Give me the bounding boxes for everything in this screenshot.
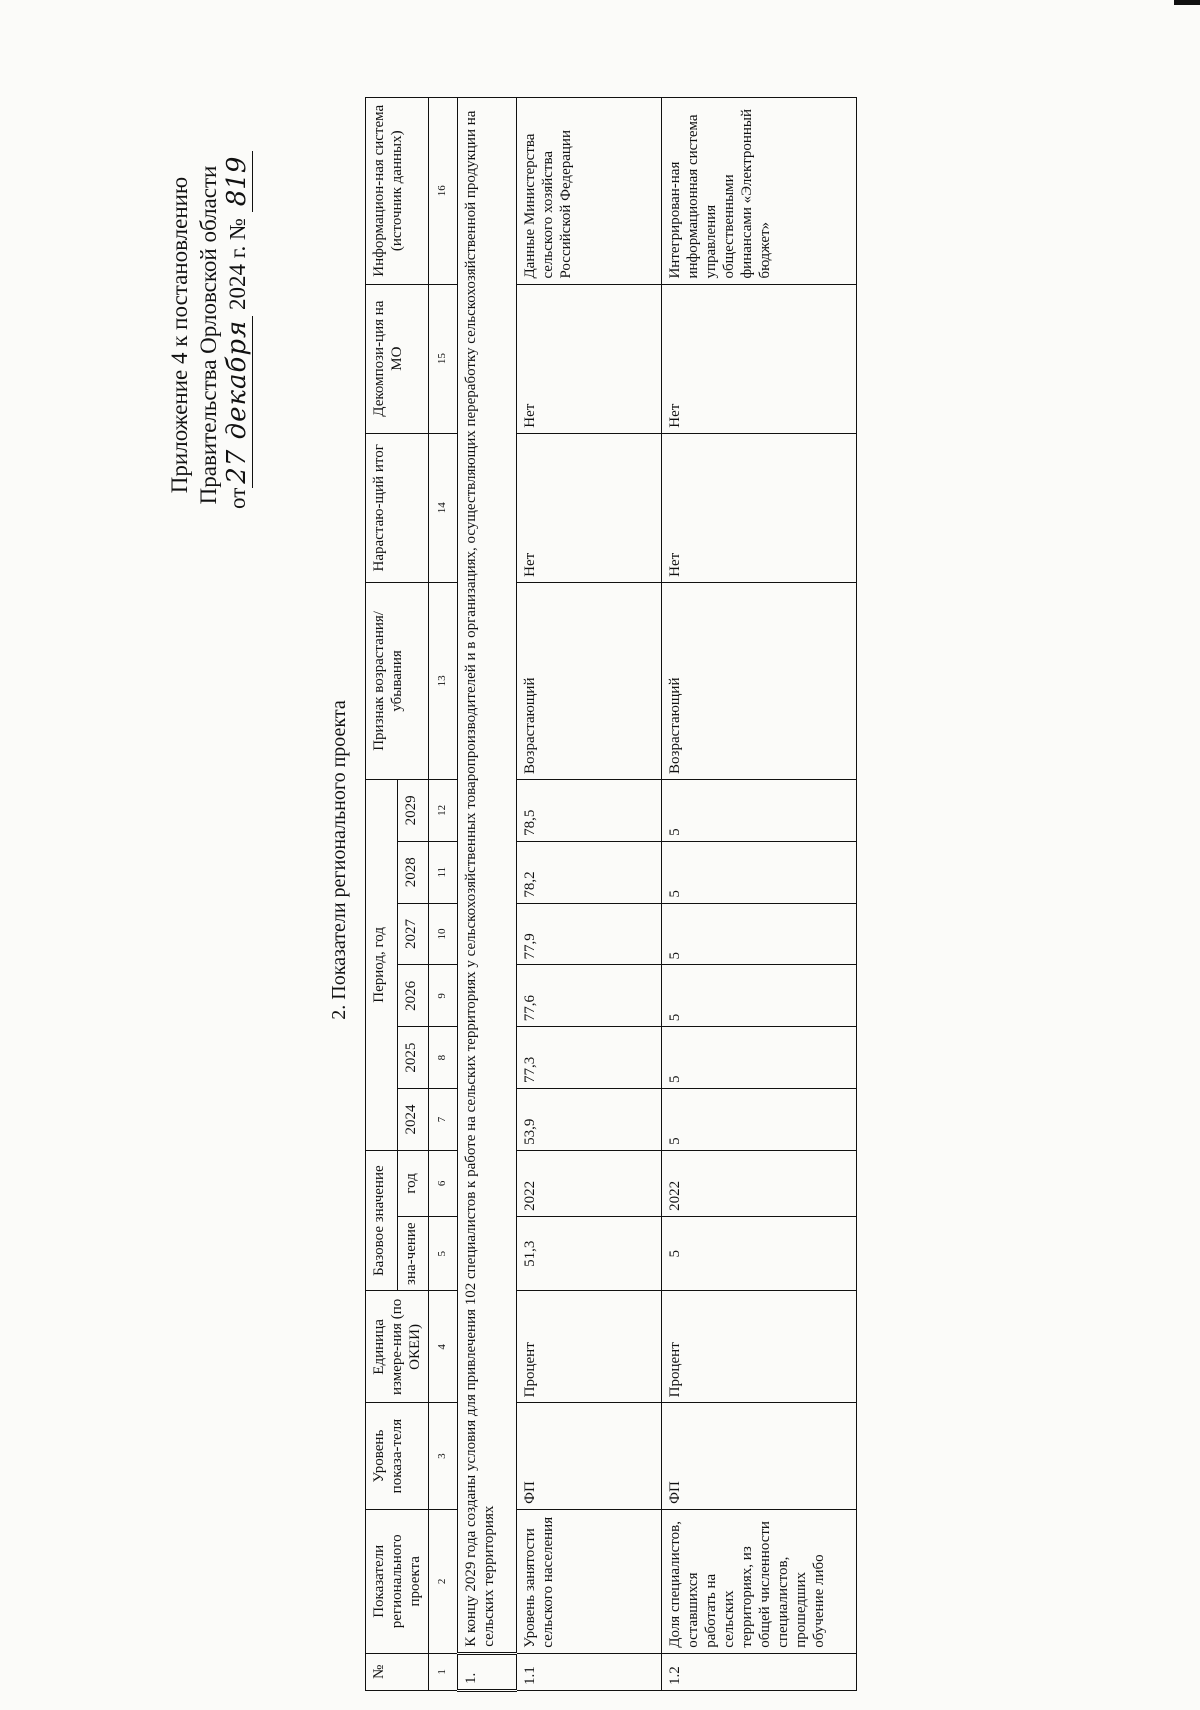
row-decomposition: Нет xyxy=(662,284,857,433)
handwritten-date: 27 декабря xyxy=(222,316,253,488)
header-no: № xyxy=(366,1653,429,1690)
header-info-system: Информацион-ная система (источник данных) xyxy=(366,98,429,285)
header-sign: Признак возрастания/ убывания xyxy=(366,582,429,779)
row-number: 1.1 xyxy=(517,1653,662,1690)
header-year: 2027 xyxy=(397,903,429,965)
column-number: 12 xyxy=(429,779,458,841)
column-number: 6 xyxy=(429,1150,458,1216)
column-number: 1 xyxy=(429,1653,458,1690)
column-number: 2 xyxy=(429,1509,458,1653)
header-year: 2028 xyxy=(397,841,429,903)
row-cumulative: Нет xyxy=(517,433,662,582)
header-year: 2029 xyxy=(397,779,429,841)
header-level: Уровень показа-теля xyxy=(366,1403,429,1510)
column-number: 15 xyxy=(429,284,458,433)
row-cumulative: Нет xyxy=(662,433,857,582)
table-row xyxy=(517,98,662,1691)
goal-row xyxy=(458,98,517,1691)
column-number: 11 xyxy=(429,841,458,903)
row-number: 1.2 xyxy=(662,1653,857,1690)
row-info-system: Данные Министерства сельского хозяйства Российской Федерации xyxy=(517,98,662,285)
row-year-value: 77,6 xyxy=(517,965,662,1027)
goal-text: К концу 2029 года созданы условия для привлечения 102 специалистов к работе на сельских территориях у сельскохозяйственных товаропроизводителей и в организациях, осуществляющих переработку сельскохозяйственной продукции на сельских территориях xyxy=(458,98,517,1654)
header-year: 2024 xyxy=(397,1089,429,1151)
column-number: 9 xyxy=(429,965,458,1027)
row-sign: Возрастающий xyxy=(662,582,857,779)
row-base-year: 2022 xyxy=(517,1150,662,1216)
row-sign: Возрастающий xyxy=(517,582,662,779)
row-base-value: 5 xyxy=(662,1216,857,1291)
row-year-value: 5 xyxy=(662,903,857,965)
column-number: 8 xyxy=(429,1027,458,1089)
row-year-value: 78,2 xyxy=(517,841,662,903)
header-row-1 xyxy=(366,98,398,1691)
row-unit: Процент xyxy=(517,1291,662,1403)
header-year: 2025 xyxy=(397,1027,429,1089)
header-indicator: Показатели регионального проекта xyxy=(366,1509,429,1653)
indicators-table xyxy=(365,97,857,1692)
column-numbers-row xyxy=(429,98,458,1691)
row-base-year: 2022 xyxy=(662,1150,857,1216)
table-row xyxy=(662,98,857,1691)
row-year-value: 53,9 xyxy=(517,1089,662,1151)
row-indicator: Доля специалистов, оставшихся работать на сельских территориях, из общей численности специалистов, прошедших обучение либо xyxy=(662,1509,857,1653)
appendix-year: 2024 г. № xyxy=(225,217,250,311)
handwritten-number: 819 xyxy=(222,151,253,213)
row-indicator: Уровень занятости сельского населения xyxy=(517,1509,662,1653)
header-base-value: зна-чение xyxy=(397,1216,429,1291)
header-year: 2026 xyxy=(397,965,429,1027)
header-decomposition: Декомпози-ция на МО xyxy=(366,284,429,433)
appendix-header xyxy=(165,155,252,515)
header-period: Период, год xyxy=(366,779,398,1150)
column-number: 5 xyxy=(429,1216,458,1291)
row-base-value: 51,3 xyxy=(517,1216,662,1291)
column-number: 16 xyxy=(429,98,458,285)
column-number: 7 xyxy=(429,1089,458,1151)
header-base-year: год xyxy=(397,1150,429,1216)
header-cumulative: Нарастаю-щий итог xyxy=(366,433,429,582)
column-number: 3 xyxy=(429,1403,458,1510)
header-unit: Единица измере-ния (по ОКЕИ) xyxy=(366,1291,429,1403)
row-year-value: 77,3 xyxy=(517,1027,662,1089)
section-title: 2. Показатели регионального проекта xyxy=(328,700,350,1020)
row-year-value: 78,5 xyxy=(517,779,662,841)
appendix-line-3 xyxy=(223,155,252,515)
row-year-value: 5 xyxy=(662,841,857,903)
column-number: 10 xyxy=(429,903,458,965)
row-unit: Процент xyxy=(662,1291,857,1403)
row-level: ФП xyxy=(517,1403,662,1510)
row-year-value: 5 xyxy=(662,1089,857,1151)
appendix-date-prefix: от xyxy=(225,487,250,509)
column-number: 14 xyxy=(429,433,458,582)
row-level: ФП xyxy=(662,1403,857,1510)
goal-number: 1. xyxy=(458,1653,517,1690)
appendix-line-2: Правительства Орловской области xyxy=(196,165,221,505)
row-year-value: 5 xyxy=(662,779,857,841)
row-decomposition: Нет xyxy=(517,284,662,433)
row-year-value: 5 xyxy=(662,1027,857,1089)
column-number: 4 xyxy=(429,1291,458,1403)
row-year-value: 77,9 xyxy=(517,903,662,965)
header-base: Базовое значение xyxy=(366,1150,398,1291)
row-year-value: 5 xyxy=(662,965,857,1027)
row-info-system: Интегрирован-ная информационная система управления общественными финансами «Электронный бюджет» xyxy=(662,98,857,285)
column-number: 13 xyxy=(429,582,458,779)
appendix-line-1: Приложение 4 к постановлению xyxy=(167,176,192,494)
